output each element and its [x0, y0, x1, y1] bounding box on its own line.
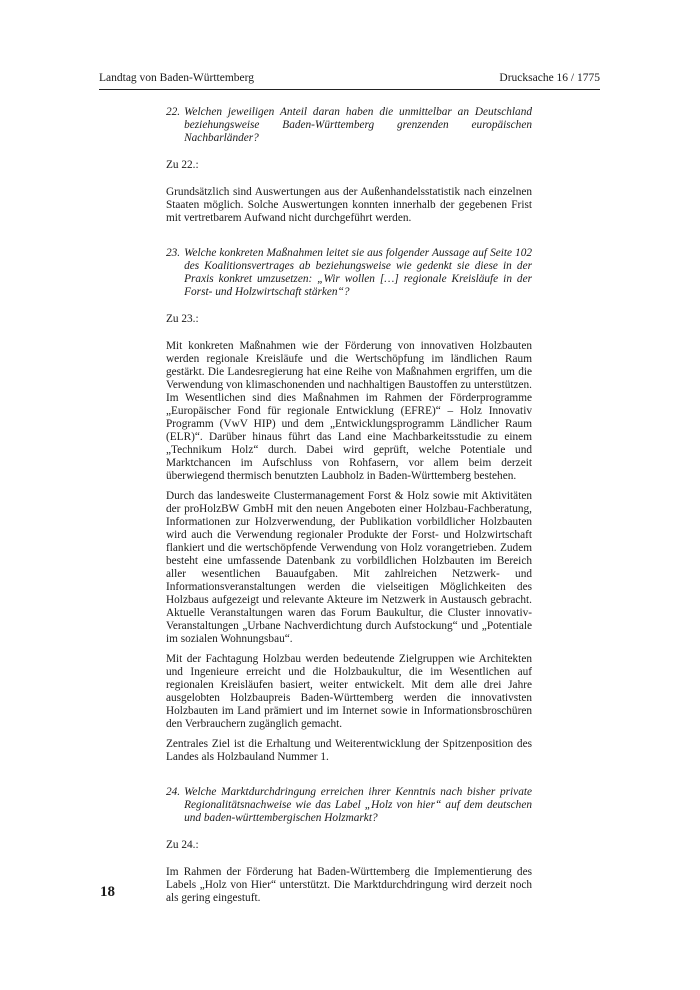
question-number: 22.	[166, 106, 181, 118]
answer-paragraph: Mit konkreten Maßnahmen wie der Förderung von innovativen Holzbauten werden regionale Kreisläufe und die Wertschöpfung im ländlichen Raum gestärkt. Die Landesregierung hat eine Reihe von Maßnahmen ergriffen, um die Verwendung von klimaschonenden und nachhaltigen Baustoffen zu unterstützen. Im Wesentlichen sind dies Maßnahmen im Rahmen der Förderprogramme „Europäischer Fond für regionale Entwicklung (EFRE)“ – Holz Innovativ Programm (VwV HIP) und dem „Entwicklungsprogramm Ländlicher Raum (ELR)“. Darüber hinaus führt das Land eine Machbarkeitsstudie zu einem „Technikum Holz“ durch. Dabei wird geprüft, welche Potentiale und Marktchancen im Aufschluss von Rohfasern, vor allem beim derzeit überwiegend thermisch benutzten Laubholz in Baden-Württemberg bestehen.	[166, 340, 532, 482]
question-number: 23.	[166, 247, 181, 259]
question-22	[166, 106, 532, 145]
answer-paragraph: Grundsätzlich sind Auswertungen aus der Außenhandelsstatistik nach einzelnen Staaten möglich. Solche Auswertungen konnten innerhalb der gegebenen Frist mit vertretbarem Aufwand nicht durchgeführt werden.	[166, 186, 532, 224]
question-text: Welche konkreten Maßnahmen leitet sie aus folgender Aussage auf Seite 102 des Koalitionsvertrages ab beziehungsweise wie gedenkt sie diese in der Praxis konkret umzusetzen: „Wir wollen […] regionale Kreisläufe in der Forst- und Holzwirtschaft stärken“?	[184, 247, 532, 298]
question-text: Welche Marktdurchdringung erreichen ihrer Kenntnis nach bisher private Regionalitätsnachweise wie das Label „Holz von hier“ auf dem deutschen und baden-württembergischen Holzmarkt?	[184, 786, 532, 824]
page-number: 18	[100, 884, 115, 900]
answer-paragraph: Zentrales Ziel ist die Erhaltung und Weiterentwicklung der Spitzenposition des Landes als Holzbauland Nummer 1.	[166, 738, 532, 763]
question-24	[166, 786, 532, 825]
answer-paragraph: Durch das landesweite Clustermanagement Forst & Holz sowie mit Aktivitäten der proHolzBW GmbH mit den neuen Angeboten einer Holzbau-Fachberatung, Informationen zur Holzverwendung, der Publikation vorbildlicher Holzbauten wird auch die Verwendung regionaler Produkte der Forst- und Holzwirtschaft flankiert und die wertschöpfende Verwendung von Holz vorangetrieben. Zudem besteht eine umfassende Datenbank zu vorbildlichen Holzbauten im Bereich aller wesentlichen Bauaufgaben. Mit zahlreichen Netzwerk- und Informationsveranstaltungen werden die vielseitigen Möglichkeiten des Holzbaus aufgezeigt und relevante Akteure im Netzwerk in Austausch gebracht. Aktuelle Veranstaltungen waren das Forum Baukultur, die Cluster innovativ-Veranstaltungen „Urbane Nachverdichtung durch Aufstockung“ und „Potentiale im sozialen Wohnungsbau“.	[166, 490, 532, 645]
answer-label-23: Zu 23.:	[166, 313, 199, 325]
page-body	[166, 106, 532, 912]
header-document-number: Drucksache 16 / 1775	[499, 72, 600, 84]
answer-label-22: Zu 22.:	[166, 159, 199, 171]
running-header	[99, 72, 600, 90]
question-text: Welchen jeweiligen Anteil daran haben die unmittelbar an Deutschland beziehungsweise Baden-Württemberg grenzenden europäischen Nachbarländer?	[184, 106, 532, 144]
question-23	[166, 247, 532, 299]
answer-paragraph: Mit der Fachtagung Holzbau werden bedeutende Zielgruppen wie Architekten und Ingenieure erreicht und die Holzbaukultur, die im Wesentlichen auf regionalen Kreisläufen basiert, weiter entwickelt. Mit dem alle drei Jahre ausgelobten Holzbaupreis Baden-Württemberg werden die innovativsten Holzbauten im Land prämiert und im Internet sowie in Informationsbroschüren den Verbrauchern zugänglich gemacht.	[166, 653, 532, 730]
answer-paragraph: Im Rahmen der Förderung hat Baden-Württemberg die Implementierung des Labels „Holz von Hier“ unterstützt. Die Marktdurchdringung wird derzeit noch als gering eingestuft.	[166, 866, 532, 904]
question-number: 24.	[166, 786, 181, 798]
answer-label-24: Zu 24.:	[166, 839, 199, 851]
header-publisher: Landtag von Baden-Württemberg	[99, 72, 254, 84]
